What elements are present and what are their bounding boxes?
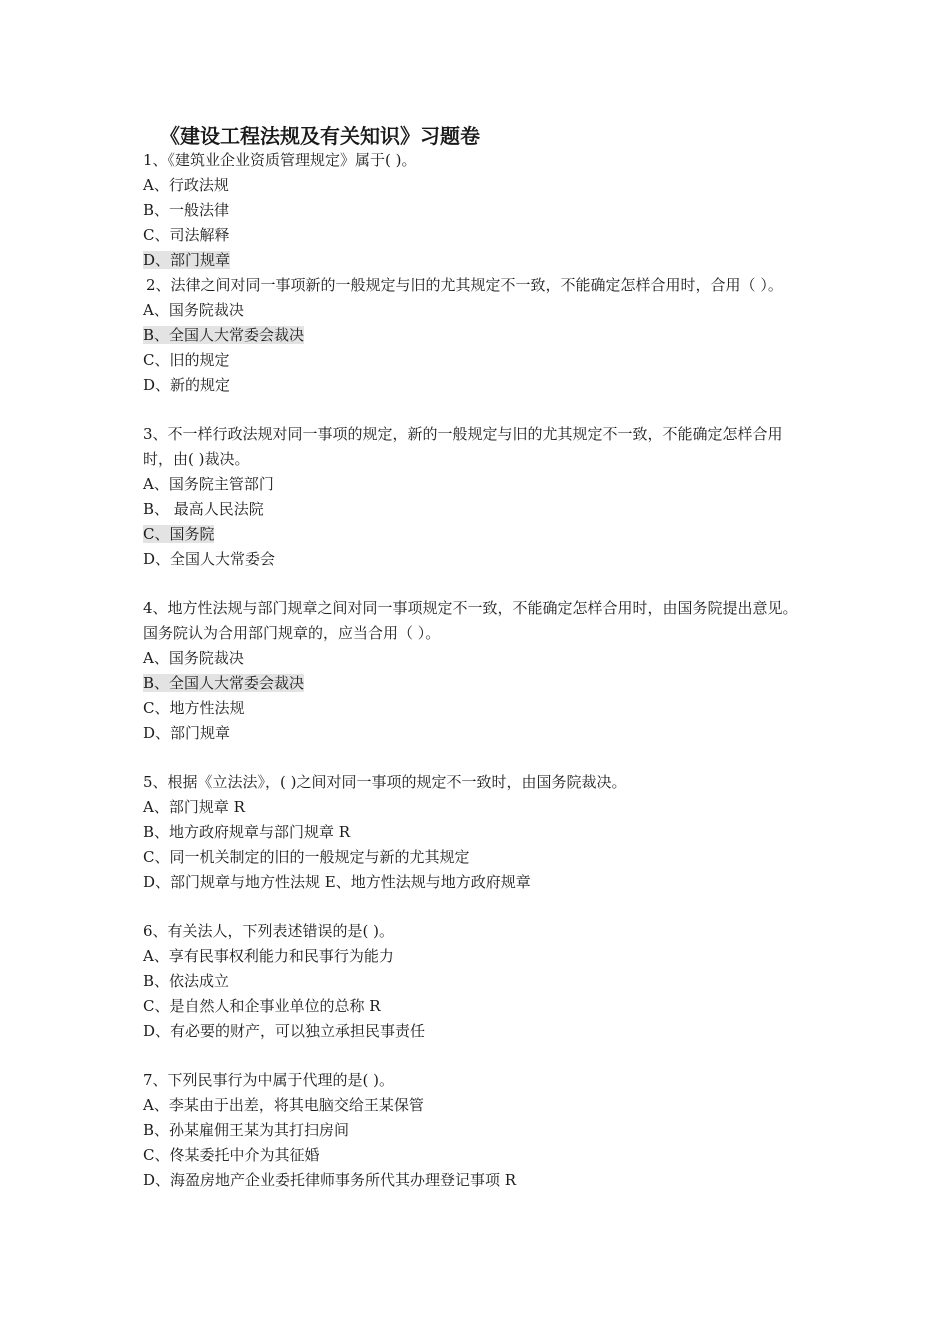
question-1 bbox=[143, 148, 883, 273]
option-c: C、佟某委托中介为其征婚 bbox=[143, 1146, 320, 1164]
question-stem: 5、根据《立法法》，( )之间对同一事项的规定不一致时，由国务院裁决。 bbox=[143, 773, 627, 791]
option-b: B、地方政府规章与部门规章 R bbox=[143, 823, 351, 841]
option-a: A、李某由于出差，将其电脑交给王某保管 bbox=[143, 1096, 424, 1114]
option-a: A、享有民事权利能力和民事行为能力 bbox=[143, 947, 394, 965]
option-d: D、新的规定 bbox=[143, 376, 231, 394]
document-title: 《建设工程法规及有关知识》习题卷 bbox=[160, 124, 480, 148]
question-7 bbox=[143, 1068, 883, 1193]
option-c: C、地方性法规 bbox=[143, 699, 245, 717]
option-b: B、一般法律 bbox=[143, 201, 230, 219]
option-c-highlighted: C、国务院 bbox=[143, 525, 215, 543]
option-b: B、孙某雇佣王某为其打扫房间 bbox=[143, 1121, 350, 1139]
question-stem-line-2: 时，由( )裁决。 bbox=[143, 450, 250, 468]
option-d-e: D、部门规章与地方性法规 E、地方性法规与地方政府规章 bbox=[143, 873, 531, 891]
option-b-highlighted: B、全国人大常委会裁决 bbox=[143, 326, 305, 344]
option-a: A、部门规章 R bbox=[143, 798, 245, 816]
option-d-highlighted: D、部门规章 bbox=[143, 251, 231, 269]
question-stem-line-1: 3、不一样行政法规对同一事项的规定，新的一般规定与旧的尤其规定不一致，不能确定怎样合用 bbox=[143, 425, 783, 443]
question-stem: 2、法律之间对同一事项新的一般规定与旧的尤其规定不一致，不能确定怎样合用时，合用（ ）。 bbox=[146, 276, 783, 294]
option-d: D、全国人大常委会 bbox=[143, 550, 276, 568]
question-5 bbox=[143, 770, 883, 895]
option-a: A、行政法规 bbox=[143, 176, 229, 194]
question-stem-line-1: 4、地方性法规与部门规章之间对同一事项规定不一致，不能确定怎样合用时，由国务院提出意见。 bbox=[143, 599, 798, 617]
question-stem: 7、下列民事行为中属于代理的是( )。 bbox=[143, 1071, 395, 1089]
question-list bbox=[143, 148, 883, 1193]
question-3 bbox=[143, 422, 883, 572]
question-6 bbox=[143, 919, 883, 1044]
question-stem: 6、有关法人，下列表述错误的是( )。 bbox=[143, 922, 395, 940]
option-c: C、是自然人和企事业单位的总称 R bbox=[143, 997, 381, 1015]
option-a: A、国务院裁决 bbox=[143, 649, 244, 667]
option-b-highlighted: B、全国人大常委会裁决 bbox=[143, 674, 305, 692]
option-d: D、海盈房地产企业委托律师事务所代其办理登记事项 R bbox=[143, 1171, 517, 1189]
option-b: B、 最高人民法院 bbox=[143, 500, 264, 518]
option-b: B、依法成立 bbox=[143, 972, 230, 990]
question-stem: 1、《建筑业企业资质管理规定》属于( )。 bbox=[143, 151, 417, 169]
option-a: A、国务院主管部门 bbox=[143, 475, 274, 493]
option-c: C、司法解释 bbox=[143, 226, 230, 244]
option-d: D、部门规章 bbox=[143, 724, 231, 742]
option-d: D、有必要的财产，可以独立承担民事责任 bbox=[143, 1022, 426, 1040]
question-2 bbox=[143, 273, 883, 398]
question-4 bbox=[143, 596, 883, 746]
question-stem-line-2: 国务院认为合用部门规章的，应当合用（ ）。 bbox=[143, 624, 441, 642]
option-c: C、旧的规定 bbox=[143, 351, 230, 369]
option-a: A、国务院裁决 bbox=[143, 301, 244, 319]
option-c: C、同一机关制定的旧的一般规定与新的尤其规定 bbox=[143, 848, 470, 866]
